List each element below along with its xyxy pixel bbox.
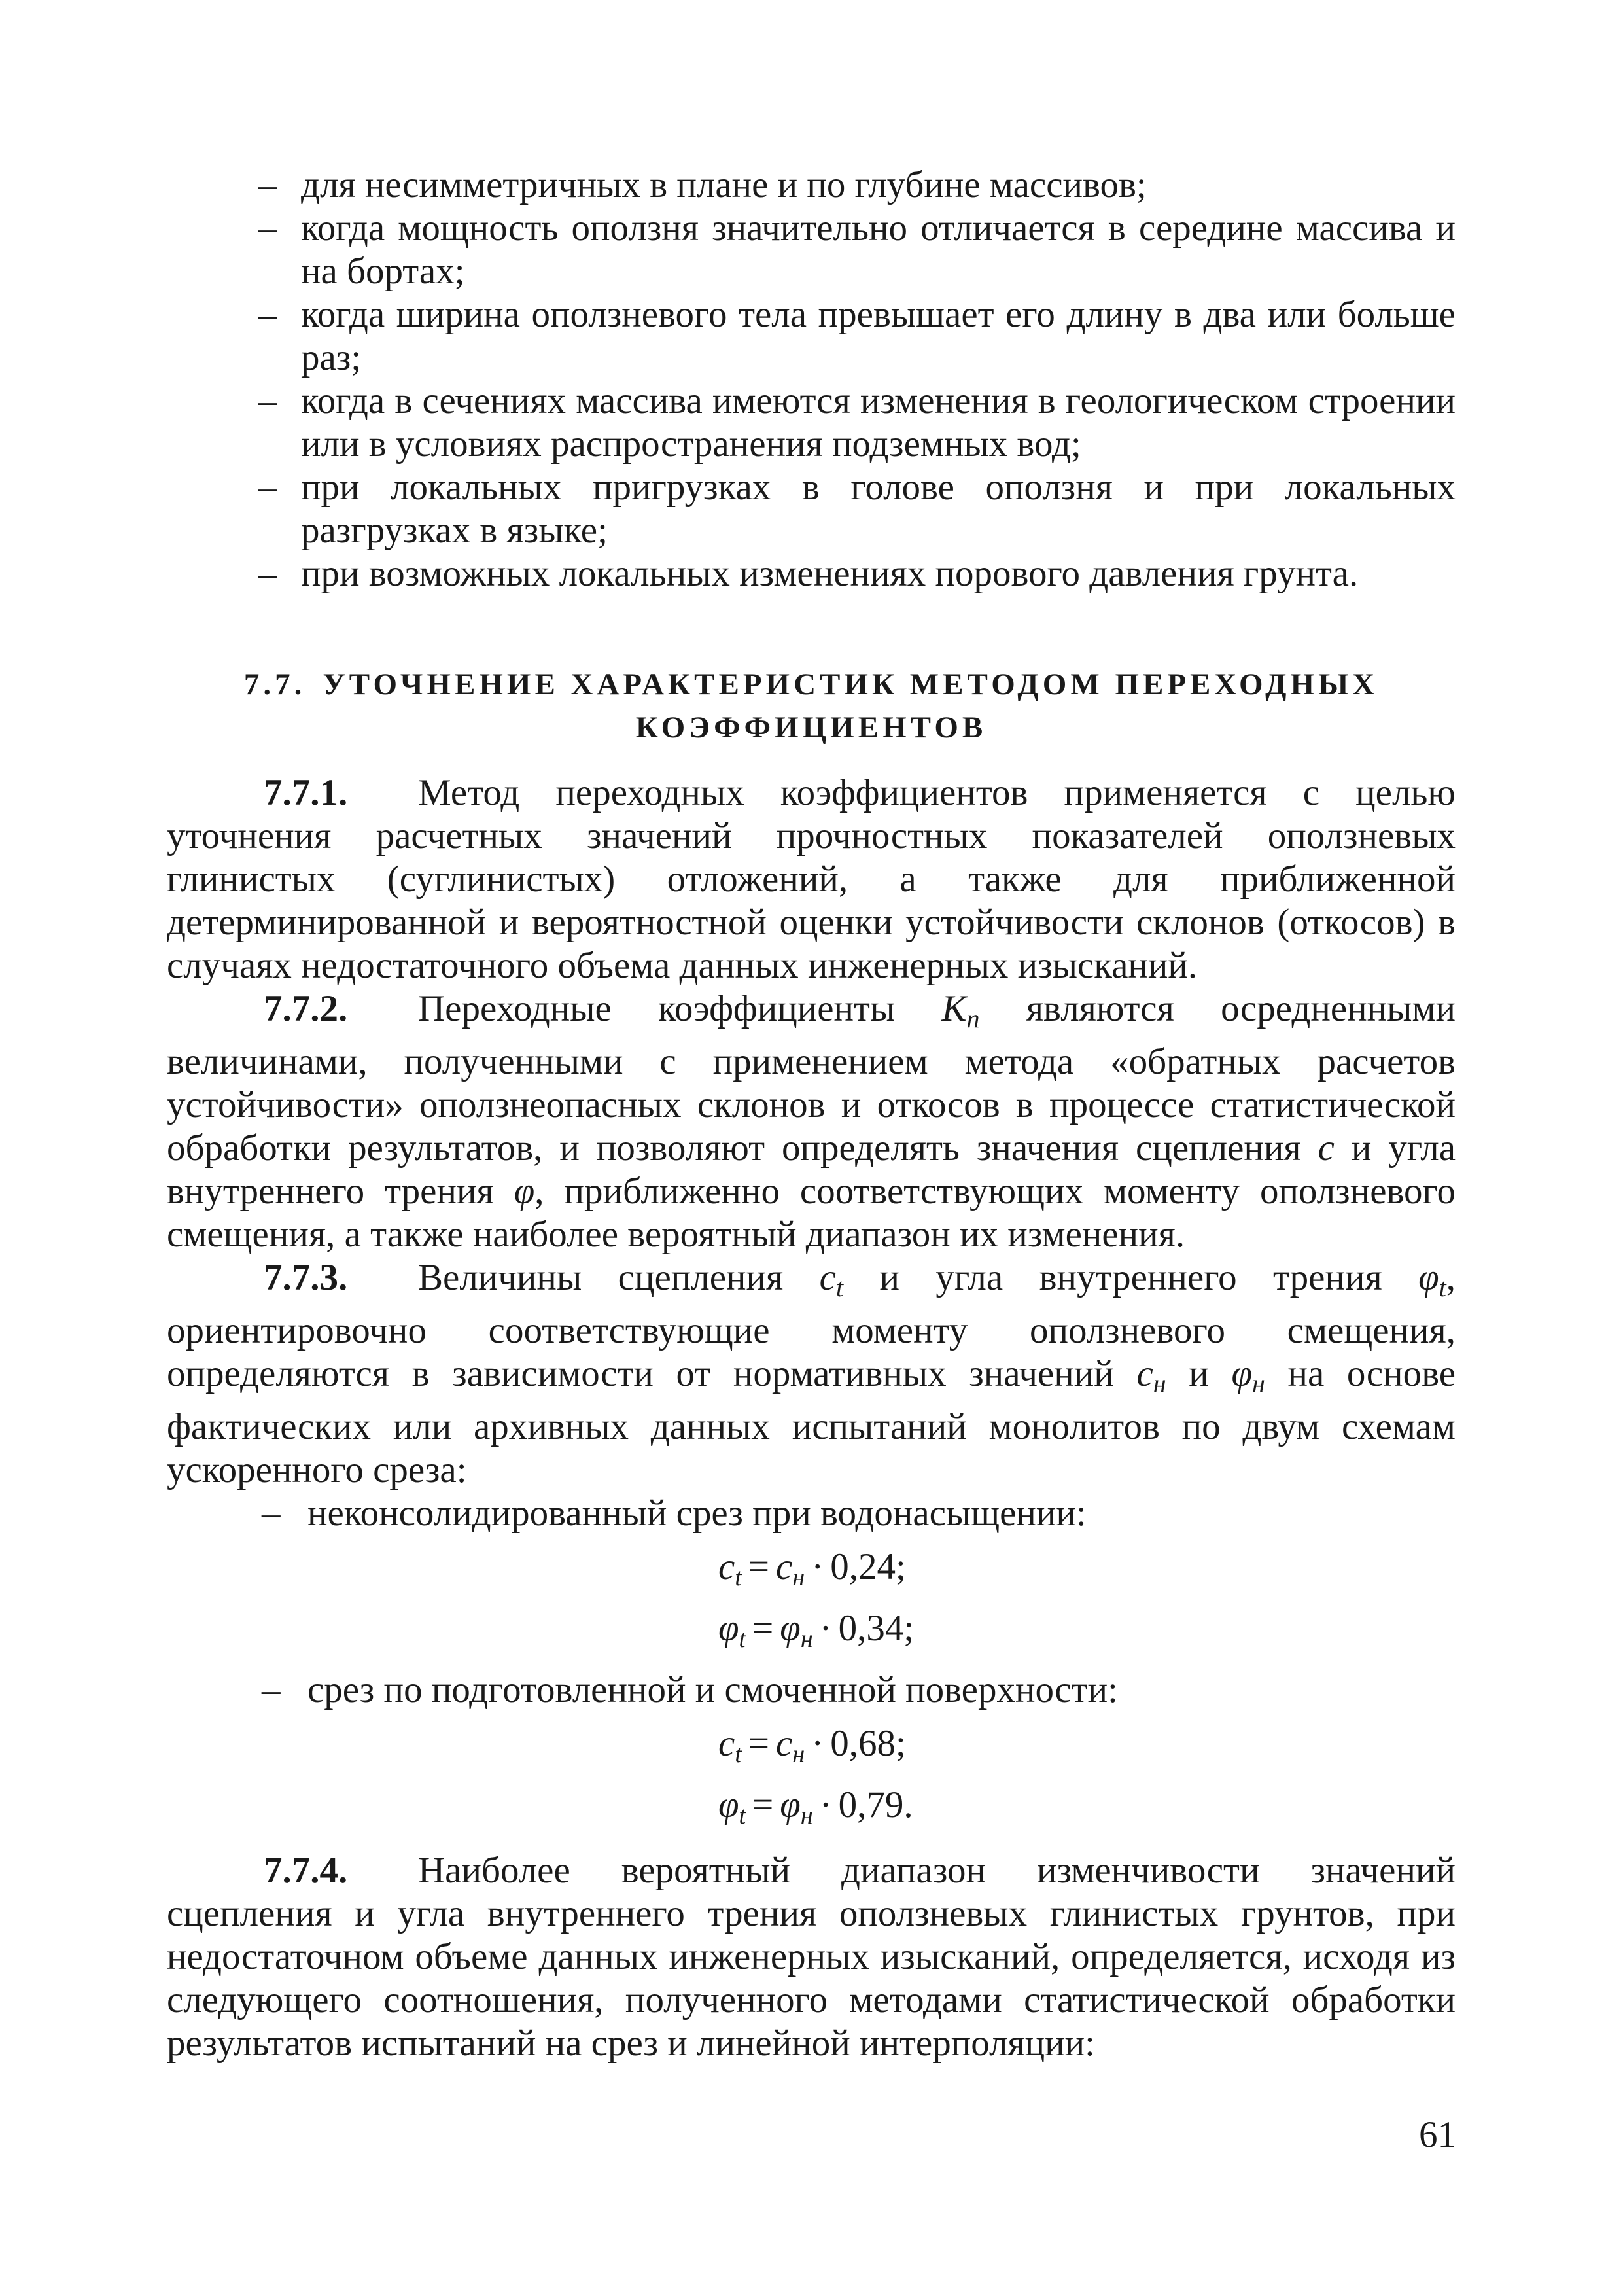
list-item: [167, 207, 1456, 293]
formula-rhs: φ: [780, 1608, 801, 1649]
formula-rhs: c: [776, 1546, 793, 1587]
paragraph-7-7-3: [167, 1256, 1456, 1492]
scheme-label: неконсолидированный срез при водонасыщении:: [307, 1492, 1087, 1534]
paragraph-7-7-2: [167, 987, 1456, 1256]
variable-phit: φ: [1418, 1257, 1439, 1298]
formula-rhs: c: [776, 1723, 793, 1764]
variable-phi: φ: [514, 1171, 535, 1212]
formula: [167, 1545, 1456, 1589]
formula-multiply: ·: [819, 1784, 832, 1826]
paragraph-text: Величины сцепления: [418, 1257, 784, 1298]
variable-k-subscript: п: [966, 1004, 980, 1033]
formula-coefficient: 0,34;: [838, 1608, 915, 1649]
list-item-text: при локальных пригрузках в голове оползня и при локальных разгрузках в языке;: [301, 467, 1456, 551]
page-number: 61: [1419, 2114, 1456, 2155]
document-page: [167, 164, 1456, 2065]
formula-lhs: c: [718, 1723, 735, 1764]
formula-rhs-subscript: н: [792, 1740, 805, 1768]
formula-coefficient: 0,24;: [830, 1546, 906, 1587]
paragraph-text: Метод переходных коэффициентов применяется с целью уточнения расчетных значений прочностных показателей оползневых глинистых (суглинистых) отложений, а также для приближенной детерминированной и вероятностной оценки устойчивости склонов (откосов) в случаях недостаточного объема данных инженерных изысканий.: [167, 772, 1456, 986]
formula-rhs-subscript: н: [792, 1564, 805, 1591]
variable-phit-subscript: t: [1439, 1273, 1446, 1302]
variable-ct-subscript: t: [835, 1273, 844, 1302]
variable-ct: c: [819, 1257, 836, 1298]
paragraph-number: 7.7.1.: [264, 772, 348, 813]
formula-lhs: c: [718, 1546, 735, 1587]
paragraph-text: Наиболее вероятный диапазон изменчивости значений сцепления и угла внутреннего трения оползневых глинистых грунтов, при недостаточном объеме данных инженерных изысканий, определяется, исходя из следующего соотношения, полученного методами статистической обработки результатов испытаний на срез и линейной интерполяции:: [167, 1850, 1456, 2064]
formula-rhs-subscript: н: [800, 1625, 813, 1653]
list-item: [167, 380, 1456, 466]
paragraph-text: , ориентировочно соответствующие моменту оползневого смещения, определяются в зависимости от нормативных значений: [167, 1257, 1456, 1394]
dash-marker: –: [258, 380, 277, 421]
list-item: [167, 466, 1456, 552]
list-item-text: когда в сечениях массива имеются изменения в геологическом строении или в условиях распространения подземных вод;: [301, 380, 1456, 465]
dash-marker: –: [258, 467, 277, 508]
dash-marker: –: [262, 1492, 281, 1534]
formula-coefficient: 0,79.: [838, 1784, 913, 1826]
list-item: [167, 293, 1456, 380]
section-number: 7.7.: [243, 667, 306, 701]
paragraph-text: Переходные коэффициенты: [418, 988, 896, 1029]
formula-equals: =: [752, 1608, 774, 1649]
formula-lhs: φ: [718, 1608, 739, 1649]
dash-marker: –: [258, 553, 277, 594]
formula-equals: =: [752, 1784, 774, 1826]
dash-marker: –: [258, 207, 277, 249]
paragraph-text: на основе фактических или архивных данных испытаний монолитов по двум схемам ускоренного среза:: [167, 1353, 1456, 1491]
paragraph-text: являются осредненными величинами, полученными с применением метода «обратных расчетов устойчивости» оползнеопасных склонов и откосов в процессе статистической обработки результатов, и позволяют определять значения сцепления: [167, 988, 1456, 1169]
scheme-label: срез по подготовленной и смоченной поверхности:: [307, 1669, 1118, 1710]
formula: [167, 1722, 1456, 1768]
variable-c: c: [1318, 1127, 1335, 1169]
paragraph-text: и угла внутреннего трения: [167, 1127, 1456, 1212]
paragraph-number: 7.7.2.: [264, 988, 348, 1029]
paragraph-7-7-4: [167, 1849, 1456, 2065]
formula-multiply: ·: [811, 1546, 824, 1587]
section-heading: [167, 663, 1456, 749]
formula-lhs-subscript: t: [735, 1564, 742, 1591]
formula: [167, 1607, 1456, 1653]
paragraph-number: 7.7.4.: [264, 1850, 348, 1891]
dash-marker: –: [258, 294, 277, 335]
variable-cn: c: [1136, 1353, 1153, 1394]
paragraph-text: , приближенно соответствующих моменту оползневого смещения, а также наиболее вероятный диапазон их изменения.: [167, 1171, 1456, 1255]
list-item-text: при возможных локальных изменениях порового давления грунта.: [301, 553, 1359, 594]
list-item-text: когда ширина оползневого тела превышает его длину в два или больше раз;: [301, 294, 1456, 378]
list-item: [167, 552, 1456, 595]
formula-lhs-subscript: t: [739, 1802, 746, 1829]
scheme-item: [167, 1492, 1456, 1535]
formula: [167, 1784, 1456, 1827]
section-title-line1: УТОЧНЕНИЕ ХАРАКТЕРИСТИК МЕТОДОМ ПЕРЕХОДНЫХ: [323, 667, 1379, 701]
formula-lhs-subscript: t: [739, 1625, 746, 1653]
formula-lhs-subscript: t: [735, 1740, 742, 1768]
section-title-line2: КОЭФФИЦИЕНТОВ: [635, 711, 987, 745]
formula-equals: =: [748, 1546, 770, 1587]
formula-lhs: φ: [718, 1784, 739, 1826]
variable-phin: φ: [1231, 1353, 1252, 1394]
formula-coefficient: 0,68;: [830, 1723, 906, 1764]
formula-equals: =: [748, 1723, 770, 1764]
list-item-text: когда мощность оползня значительно отличается в середине массива и на бортах;: [301, 207, 1456, 292]
dash-marker: –: [258, 164, 277, 205]
variable-phin-subscript: н: [1251, 1369, 1265, 1398]
list-item-text: для несимметричных в плане и по глубине массивов;: [301, 164, 1147, 205]
paragraph-7-7-1: [167, 771, 1456, 987]
paragraph-number: 7.7.3.: [264, 1257, 348, 1298]
variable-cn-subscript: н: [1153, 1369, 1166, 1398]
paragraph-text: и: [1189, 1353, 1209, 1394]
dash-marker: –: [262, 1669, 281, 1710]
list-item: [167, 164, 1456, 207]
formula-multiply: ·: [819, 1608, 832, 1649]
variable-k: K: [941, 988, 967, 1029]
formula-rhs: φ: [780, 1784, 801, 1826]
formula-multiply: ·: [811, 1723, 824, 1764]
formula-rhs-subscript: н: [800, 1802, 813, 1829]
condition-list: [167, 164, 1456, 595]
scheme-item: [167, 1669, 1456, 1712]
paragraph-text: и угла внутреннего трения: [879, 1257, 1382, 1298]
